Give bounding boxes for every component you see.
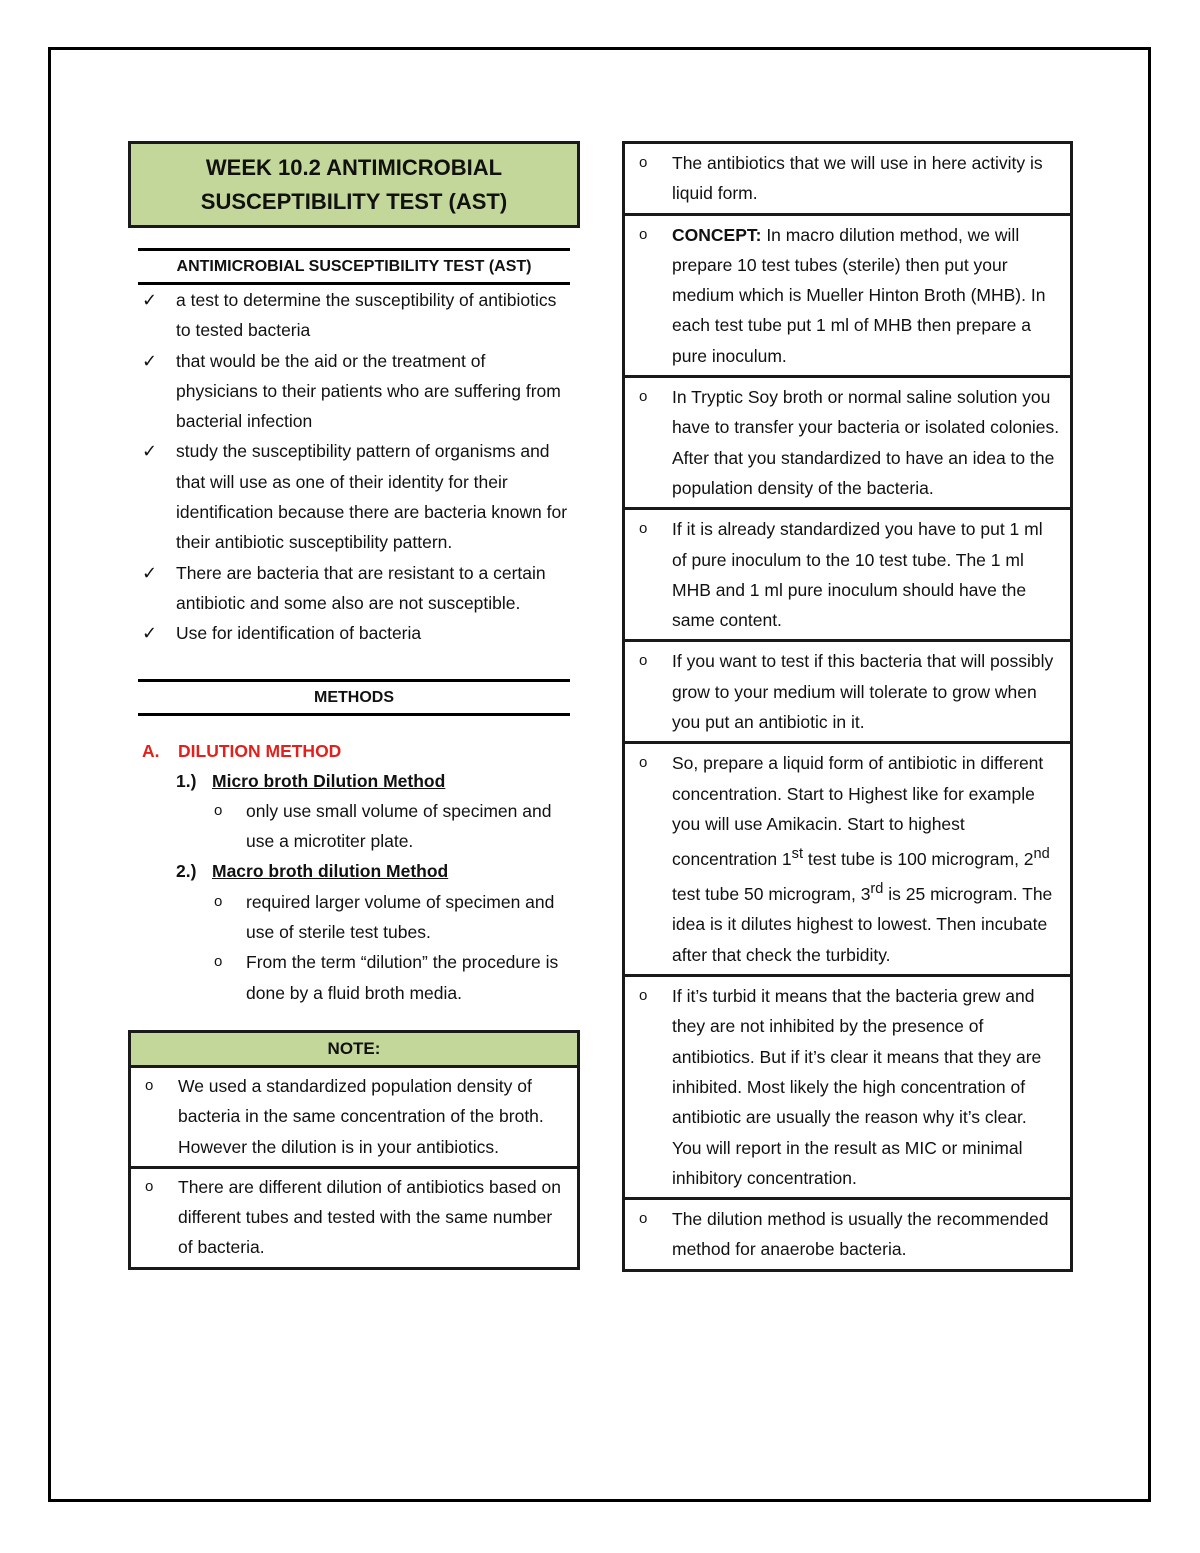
- macro-broth-list: [212, 887, 580, 1008]
- right-item: o If it’s turbid it means that the bacteria grew and they are not inhibited by the presence of antibiotics. But if it’s clear it means that they are inhibited. Most likely the high concentration of antibiotic are usually the reason why it’s clear. You will report in the result as MIC or minimal inhibitory concentration.: [625, 974, 1070, 1197]
- right-item: o If it is already standardized you have to put 1 ml of pure inoculum to the 10 test tube. The 1 ml MHB and 1 ml pure inoculum should have the same content.: [625, 507, 1070, 639]
- left-column: [128, 141, 580, 1270]
- list-item: ✓ a test to determine the susceptibility of antibiotics to tested bacteria: [138, 285, 570, 346]
- bullet-icon: o: [214, 892, 223, 910]
- bullet-icon: o: [145, 1177, 154, 1195]
- ast-heading: ANTIMICROBIAL SUSCEPTIBILITY TEST (AST): [138, 248, 570, 285]
- page-title-text: WEEK 10.2 ANTIMICROBIAL SUSCEPTIBILITY TEST (AST): [200, 154, 508, 214]
- list-item: o only use small volume of specimen and use a microtiter plate.: [212, 796, 580, 857]
- bullet-icon: o: [639, 987, 648, 1005]
- list-item: ✓ There are bacteria that are resistant to a certain antibiotic and some also are not susceptible.: [138, 558, 570, 619]
- note-box: [128, 1030, 580, 1270]
- note-item: o There are different dilution of antibiotics based on different tubes and tested with the same number of bacteria.: [131, 1166, 577, 1267]
- bullet-icon: o: [639, 154, 648, 171]
- bullet-icon: o: [214, 953, 223, 971]
- bullet-icon: o: [639, 520, 648, 538]
- note-item: o We used a standardized population density of bacteria in the same concentration of the broth. However the dilution is in your antibiotics.: [131, 1068, 577, 1166]
- ast-list: [128, 285, 580, 649]
- check-icon: ✓: [142, 441, 158, 462]
- bullet-icon: o: [214, 801, 223, 819]
- right-column-box: [622, 141, 1073, 1272]
- page-title: [128, 141, 580, 228]
- micro-broth-list: [212, 796, 580, 857]
- list-item: ✓ that would be the aid or the treatment of physicians to their patients who are suffering from bacterial infection: [138, 346, 570, 437]
- right-item: o So, prepare a liquid form of antibiotic in different concentration. Start to Highest like for example you will use Amikacin. Start to highest concentration 1st test tube is 100 microgram, 2nd test tube 50 microgram, 3rd is 25 microgram. The idea is it dilutes highest to lowest. Then incubate after that check the turbidity.: [625, 741, 1070, 974]
- list-item: ✓ Use for identification of bacteria: [138, 618, 570, 648]
- list-item: ✓ study the susceptibility pattern of organisms and that will use as one of their identity for their identification because there are bacteria known for their antibiotic susceptibility pattern.: [138, 436, 570, 557]
- check-icon: ✓: [142, 623, 158, 644]
- check-icon: ✓: [142, 350, 158, 371]
- note-heading: NOTE:: [131, 1033, 577, 1068]
- bullet-icon: o: [145, 1076, 154, 1094]
- bullet-icon: o: [639, 1210, 648, 1228]
- bullet-icon: o: [639, 225, 648, 243]
- check-icon: ✓: [142, 290, 158, 310]
- methods-heading: METHODS: [138, 679, 570, 716]
- concept-label: CONCEPT:: [672, 224, 762, 245]
- macro-broth-heading: 2.) Macro broth dilution Method: [176, 861, 449, 882]
- list-item: o From the term “dilution” the procedure is done by a fluid broth media.: [212, 947, 580, 1008]
- dilution-method-heading: A. DILUTION METHOD: [142, 740, 342, 761]
- right-item: o If you want to test if this bacteria that will possibly grow to your medium will tolerate to grow when you put an antibiotic in it.: [625, 639, 1070, 741]
- right-item: o The dilution method is usually the recommended method for anaerobe bacteria.: [625, 1197, 1070, 1269]
- list-item: o required larger volume of specimen and use of sterile test tubes.: [212, 887, 580, 948]
- bullet-icon: o: [639, 388, 648, 406]
- right-item: o In Tryptic Soy broth or normal saline solution you have to transfer your bacteria or isolated colonies. After that you standardized to have an idea to the population density of the bacteria.: [625, 375, 1070, 507]
- bullet-icon: o: [639, 652, 648, 670]
- micro-broth-heading: 1.) Micro broth Dilution Method: [176, 770, 446, 791]
- bullet-icon: o: [639, 754, 648, 772]
- check-icon: ✓: [142, 562, 158, 583]
- concept-item: o CONCEPT: In macro dilution method, we will prepare 10 test tubes (sterile) then put your medium which is Mueller Hinton Broth (MHB). In each test tube put 1 ml of MHB then prepare a pure inoculum.: [625, 213, 1070, 375]
- right-item: o The antibiotics that we will use in here activity is liquid form.: [625, 144, 1070, 213]
